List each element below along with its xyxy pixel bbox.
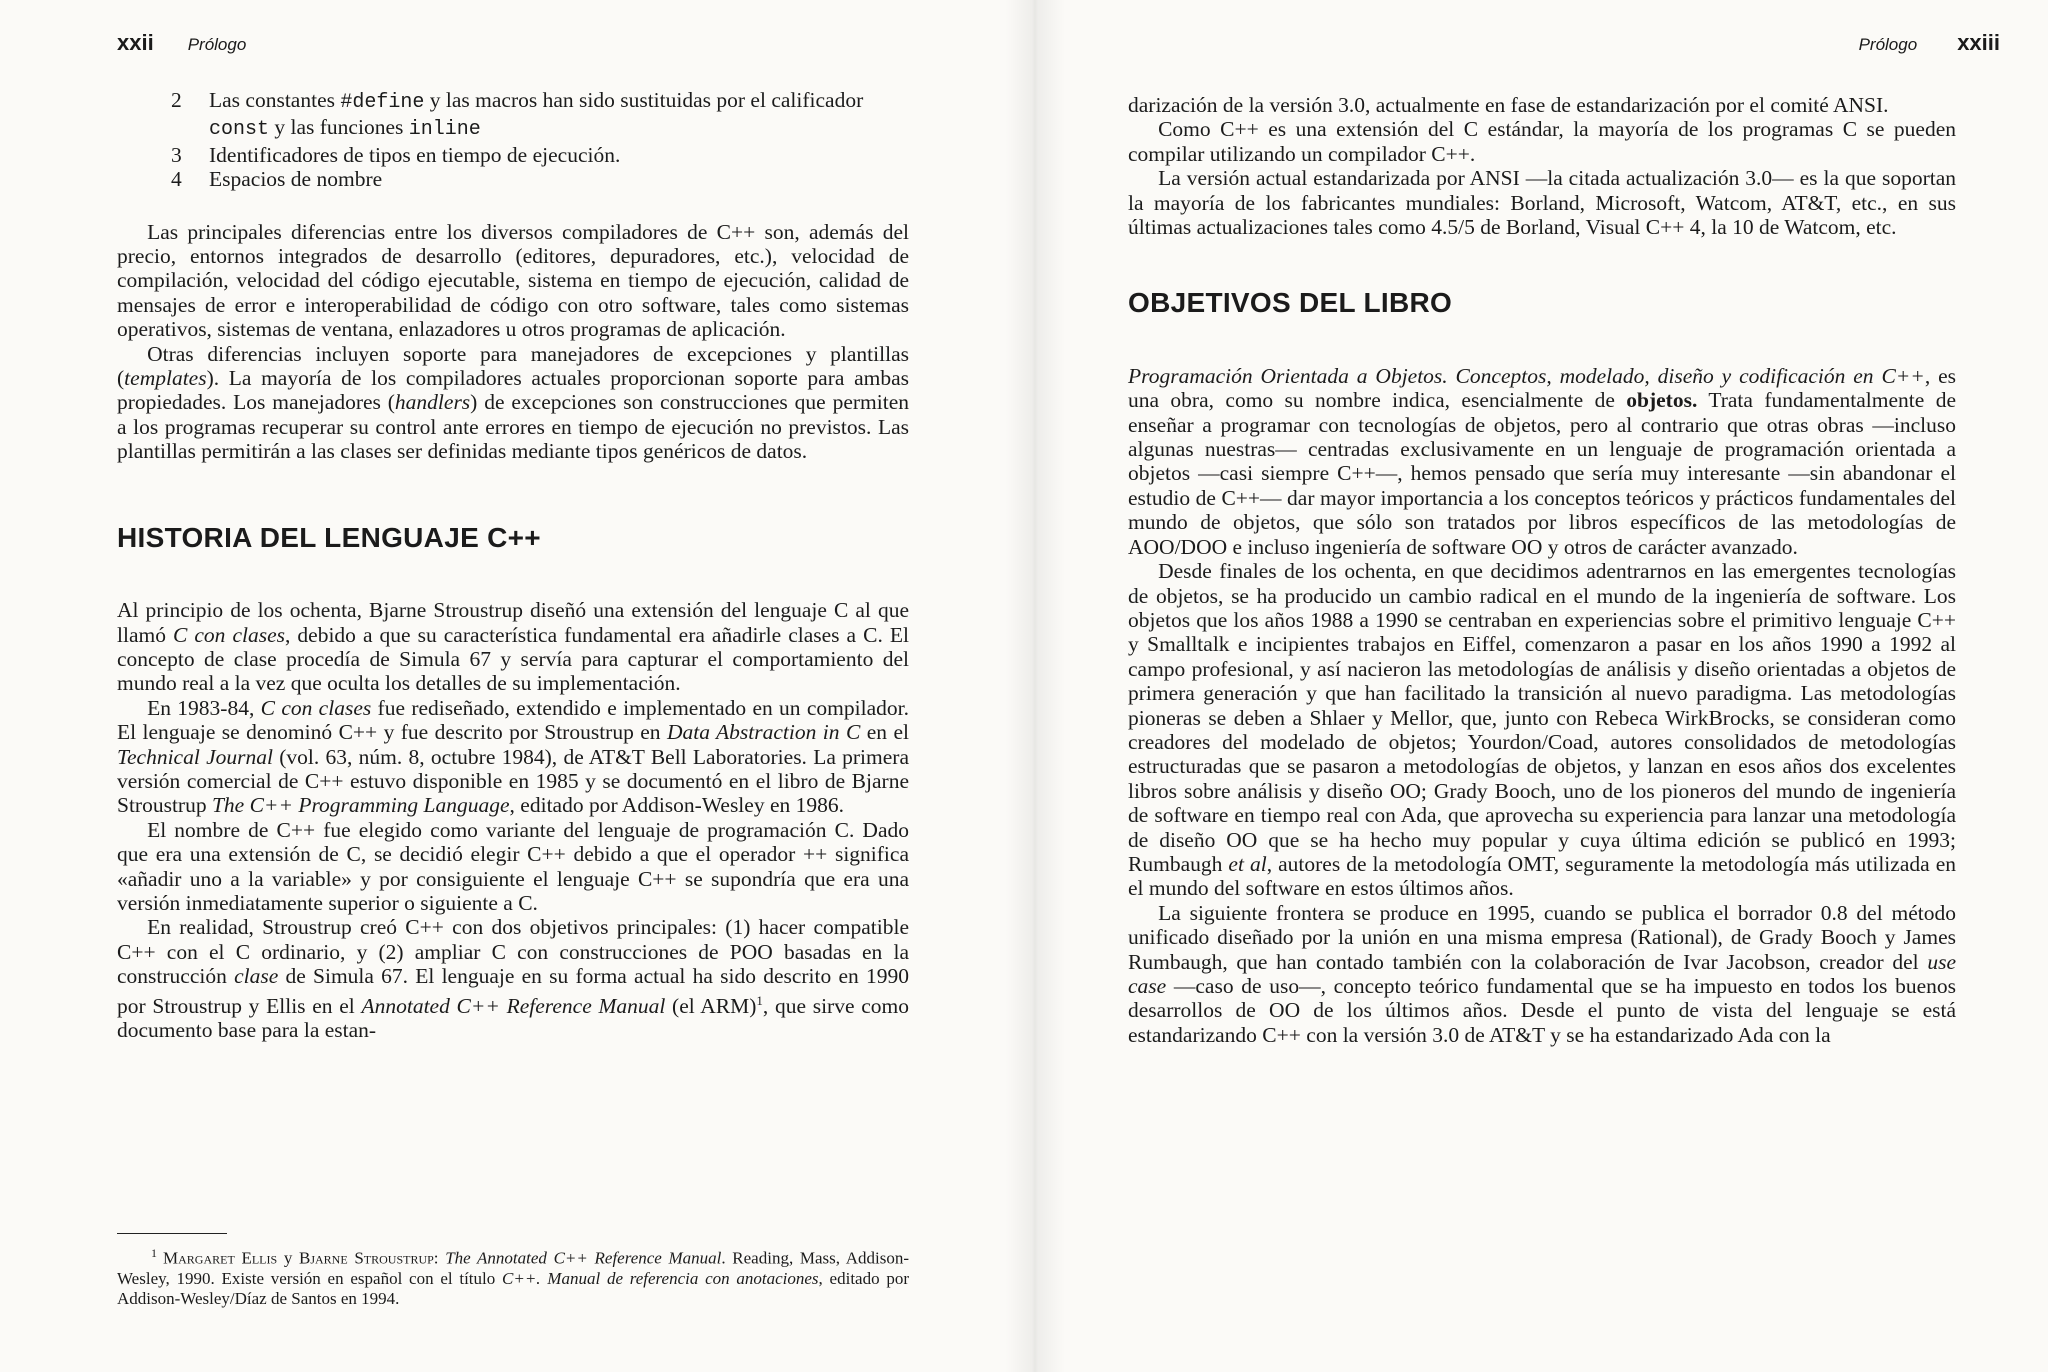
left-running-header xyxy=(117,30,246,56)
section-heading-objetivos: OBJETIVOS DEL LIBRO xyxy=(1128,287,1453,319)
left-body-text xyxy=(117,88,909,1043)
left-section-title: Prólogo xyxy=(187,35,247,54)
list-item: 4 Espacios de nombre xyxy=(171,167,383,192)
paragraph: Desde finales de los ochenta, en que decidimos adentrarnos en las emergentes tecnologías de objetos, se ha producido un cambio radical en el mundo de la ingeniería de software. Los objetos que los años 1988 a 1990 se centraban en experiencias sobre el primitivo lenguaje C++ y Smalltalk e incipientes trabajos en Eiffel, comenzaron a pasar en los años 1990 a 1992 al campo profesional, y así nacieron las metodologías de análisis y diseño orientadas a objetos de primera generación y que han facilitado la transición al nuevo paradigma. Las metodologías pioneras se deben a Shlaer y Mellor, que, junto con Rebeca WirkBrocks, se consideran como creadores del modelado de objetos; Yourdon/Coad, autores consolidados de metodologías estructuradas que se pasaron a metodologías de objetos, y lanzan en esos años dos excelentes libros sobre análisis y diseño OO; Grady Booch, uno de los pioneros del mundo de ingeniería de software en tiempo real con Ada, que aprovecha su experiencia para lanzar una metodología de diseño OO que se ha hecho muy popular y cuya última edición se publicó en 1993; Rumbaugh et al, autores de la metodología OMT, seguramente la metodología más utilizada en el mundo del software en estos últimos años. xyxy=(1128,559,1956,901)
left-page-number: xxii xyxy=(117,30,154,55)
paragraph: Programación Orientada a Objetos. Conceptos, modelado, diseño y codificación en C++, es una obra, como su nombre indica, esencialmente de objetos. Trata fundamentalmente de enseñar a programar con tecnologías de objetos, pero al contrario que otras obras —incluso algunas nuestras— centradas exclusivamente en un lenguaje de programación orientada a objetos —casi siempre C++—, hemos pensado que sería muy interesante —sin abandonar el estudio de C++— dar mayor importancia a los conceptos teóricos y prácticos fundamentales del mundo de objetos, que sólo son tratados por libros específicos de las metodologías de AOO/DOO e incluso ingeniería de software OO y otros de carácter avanzado. xyxy=(1128,363,1956,559)
right-section-title: Prólogo xyxy=(1858,35,1918,54)
right-running-header xyxy=(1859,30,2000,56)
paragraph: La versión actual estandarizada por ANSI —la citada actualización 3.0— es la que soportan la mayoría de los fabricantes mundiales: Borland, Microsoft, Watcom, AT&T, etc., en sus últimas actualizaciones tales como 4.5/5 de Borland, Visual C++ 4, la 10 de Watcom, etc. xyxy=(1128,166,1956,240)
footnote: $^1$ Margaret Ellis y Bjarne Stroustrup: The Annotated C++ Reference Manual. Reading, Mass, Addison-Wesley, 1990. Existe versión en español con el título C++. Manual de referencia con anotaciones, editado por Addison-Wesley/Díaz de Santos en 1994. xyxy=(117,1246,910,1308)
list-item: 2 Las constantes #define y las macros han sido sustituidas por el calificador const y las funciones inline xyxy=(171,88,864,142)
right-page-number: xxiii xyxy=(1957,30,2000,55)
footnote-mark: 1 xyxy=(151,1246,157,1260)
code-const: const xyxy=(209,118,270,142)
paragraph: Al principio de los ochenta, Bjarne Stroustrup diseñó una extensión del lenguaje C al que llamó C con clases, debido a que su característica fundamental era añadirle clases a C. El concepto de clase procedía de Simula 67 y servía para capturar el comportamiento del mundo real a la vez que oculta los detalles de su implementación. xyxy=(117,598,909,696)
paragraph: Como C++ es una extensión del C estándar, la mayoría de los programas C se pueden compilar utilizando un compilador C++. xyxy=(1128,117,1956,166)
footnote-reference: 1 xyxy=(756,992,763,1008)
paragraph: El nombre de C++ fue elegido como variante del lenguaje de programación C. Dado que era una extensión de C, se decidió elegir C++ debido a que el operador ++ significa «añadir uno a la variable» y por consiguiente el lenguaje C++ se supondría que era una versión inmediatamente superior o siguiente a C. xyxy=(117,817,909,915)
paragraph: darización de la versión 3.0, actualmente en fase de estandarización por el comité ANSI. xyxy=(1128,93,1889,117)
section-heading-historia: HISTORIA DEL LENGUAJE C++ xyxy=(117,521,541,553)
right-page xyxy=(1010,0,2048,1372)
list-item: 3 Identificadores de tipos en tiempo de ejecución. xyxy=(171,142,621,167)
right-body-text xyxy=(1128,93,1956,1047)
paragraph: La siguiente frontera se produce en 1995, cuando se publica el borrador 0.8 del método unificado diseñado por la unión en una misma empresa (Rational), de Grady Booch y James Rumbaugh, que han contado también con la colaboración de Ivar Jacobson, creador del use case —caso de uso—, concepto teórico fundamental que se ha impuesto en todos los buenos desarrollos de OO de los últimos años. Desde el punto de vista del lenguaje se está estandarizando C++ con la versión 3.0 de AT&T y se ha estandarizado Ada con la xyxy=(1128,900,1956,1047)
footnote-rule xyxy=(117,1233,227,1234)
feature-list xyxy=(117,88,909,192)
paragraph: En 1983-84, C con clases fue rediseñado, extendido e implementado en un compilador. El lenguaje se denominó C++ y fue descrito por Stroustrup en Data Abstraction in C en el Technical Journal (vol. 63, núm. 8, octubre 1984), de AT&T Bell Laboratories. La primera versión comercial de C++ estuvo disponible en 1985 y se documentó en el libro de Bjarne Stroustrup The C++ Programming Language, editado por Addison-Wesley en 1986. xyxy=(117,695,909,818)
paragraph: En realidad, Stroustrup creó C++ con dos objetivos principales: (1) hacer compatible C++ con el C ordinario, y (2) ampliar C con construcciones de POO basadas en la construcción clase de Simula 67. El lenguaje en su forma actual ha sido descrito en 1990 por Stroustrup y Ellis en el Annotated C++ Reference Manual (el ARM)$^1$, que sirve como documento base para la estan- xyxy=(117,915,909,1043)
code-define: #define xyxy=(340,91,425,114)
paragraph: Las principales diferencias entre los diversos compiladores de C++ son, además del precio, entornos integrados de desarrollo (editores, depuradores, etc.), velocidad de compilación, velocidad del código ejecutable, sistema en tiempo de ejecución, calidad de mensajes de error e interoperabilidad de código con otro software, tales como sistemas operativos, sistemas de ventana, enlazadores u otros programas de aplicación. xyxy=(117,219,909,342)
left-page xyxy=(0,0,1010,1372)
code-inline: inline xyxy=(408,118,481,142)
paragraph: Otras diferencias incluyen soporte para manejadores de excepciones y plantillas (templates). La mayoría de los compiladores actuales proporcionan soporte para ambas propiedades. Los manejadores (handlers) de excepciones son construcciones que permiten a los programas recuperar su control ante errores en tiempo de ejecución no previstos. Las plantillas permitirán a las clases ser definidas mediante tipos genéricos de datos. xyxy=(117,341,909,464)
